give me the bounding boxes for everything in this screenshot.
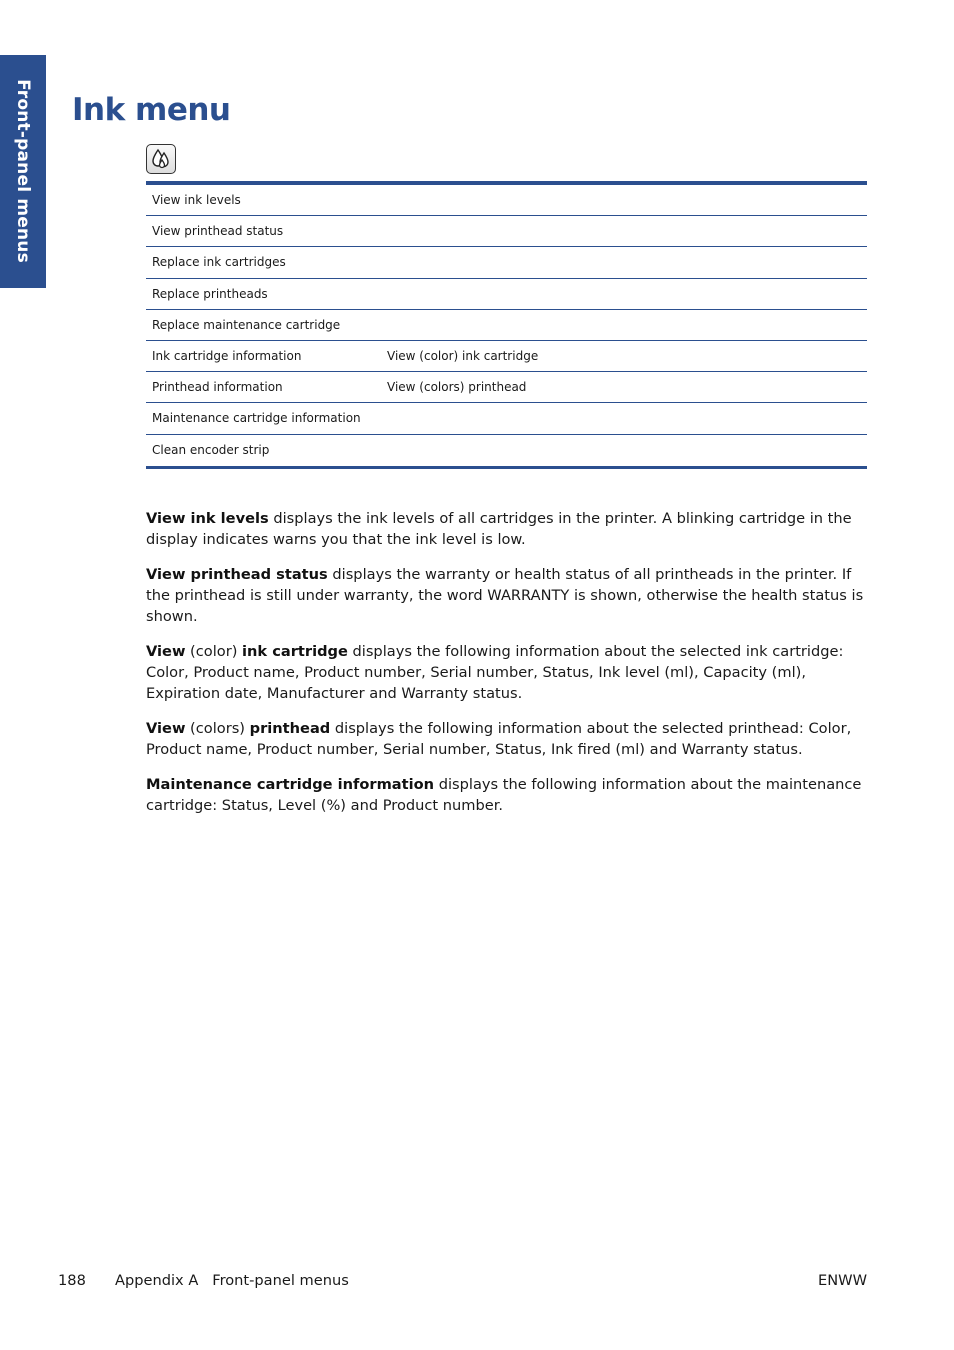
bold-term: View printhead status <box>146 566 328 583</box>
paragraph-text: (colors) <box>185 720 250 737</box>
menu-subitem-label: View (colors) printhead <box>387 380 527 395</box>
paragraph-view-ink-levels <box>146 508 870 550</box>
ink-drops-icon <box>146 144 176 174</box>
menu-row-view-printhead-status <box>146 216 867 247</box>
menu-item-label: Clean encoder strip <box>152 443 270 458</box>
menu-item-label: View printhead status <box>152 224 284 239</box>
paragraph-text: displays the following information about the selected printhead: Color, Product name, Product number, Serial number, Status, Ink fired (ml) and Warranty status. <box>146 720 852 758</box>
bold-term: View <box>146 643 186 660</box>
menu-row-clean-encoder-strip <box>146 435 867 466</box>
bold-term: ink cartridge <box>242 643 348 660</box>
paragraph-view-printhead-status <box>146 564 870 627</box>
paragraph-text: displays the ink levels of all cartridges in the printer. A blinking cartridge in the display indicates warns you that the ink level is low. <box>146 510 852 548</box>
paragraph-view-ink-cartridge <box>146 641 870 704</box>
menu-item-label: Replace printheads <box>152 286 268 301</box>
paragraph-text: (color) <box>185 643 243 660</box>
paragraph-view-printhead <box>146 718 870 760</box>
paragraph-text: displays the following information about the maintenance cartridge: Status, Level (%) and Product number. <box>146 776 862 814</box>
menu-subitem-label: View (color) ink cartridge <box>387 349 539 364</box>
menu-row-ink-cartridge-information <box>146 341 867 372</box>
menu-row-view-ink-levels <box>146 185 867 216</box>
footer-page-number: 188 <box>58 1272 86 1289</box>
menu-item-label: Printhead information <box>152 380 283 395</box>
bold-term: View ink levels <box>146 510 269 527</box>
paragraph-text: displays the following information about the selected ink cartridge: Color, Product name, Product number, Serial number, Status, Ink level (ml), Capacity (ml), Expiration date, Manufacturer and Warranty status. <box>146 643 844 702</box>
bold-term: View <box>146 720 186 737</box>
footer-chapter: Appendix A Front-panel menus <box>115 1272 349 1289</box>
bold-term: Maintenance cartridge information <box>146 776 435 793</box>
menu-item-label: Replace maintenance cartridge <box>152 317 341 332</box>
menu-row-replace-printheads <box>146 279 867 310</box>
menu-row-printhead-information <box>146 372 867 403</box>
page-title: Ink menu <box>72 92 231 128</box>
footer-locale: ENWW <box>818 1272 867 1289</box>
side-tab <box>0 55 46 288</box>
menu-item-label: View ink levels <box>152 193 241 208</box>
menu-item-label: Maintenance cartridge information <box>152 411 361 426</box>
menu-item-label: Ink cartridge information <box>152 349 302 364</box>
menu-item-label: Replace ink cartridges <box>152 255 286 270</box>
side-tab-label: Front-panel menus <box>13 79 33 263</box>
ink-menu-table <box>146 181 867 469</box>
paragraph-text: displays the warranty or health status of all printheads in the printer. If the printhead is still under warranty, the word WARRANTY is shown, otherwise the health status is shown. <box>146 566 864 625</box>
menu-row-maintenance-cartridge-information <box>146 403 867 434</box>
bold-term: printhead <box>249 720 331 737</box>
menu-row-replace-ink-cartridges <box>146 247 867 278</box>
description-body <box>146 508 870 830</box>
menu-row-replace-maintenance-cartridge <box>146 310 867 341</box>
paragraph-maintenance-cartridge-information <box>146 774 870 816</box>
